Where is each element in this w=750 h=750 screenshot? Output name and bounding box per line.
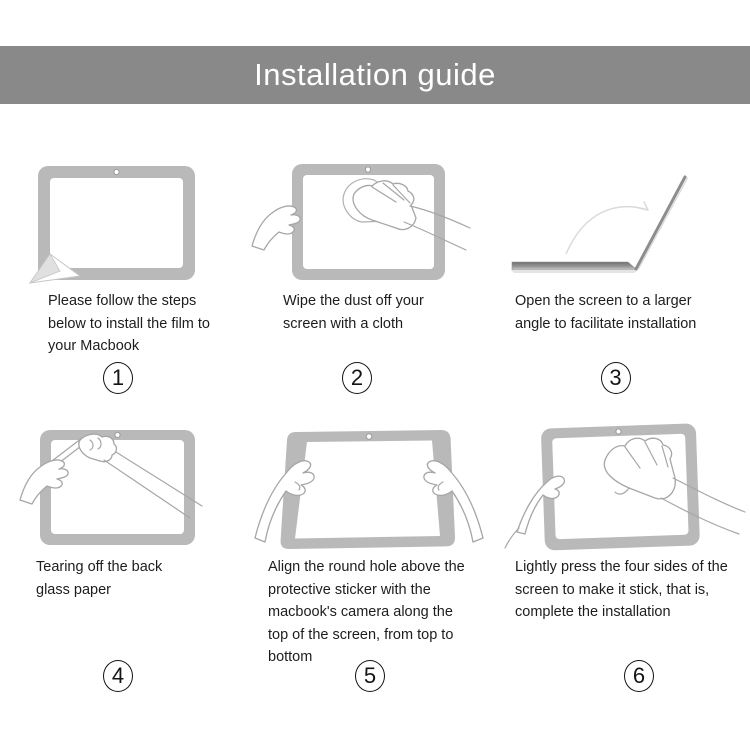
laptop-screen-open [636,177,685,269]
align-film-icon [255,420,485,552]
step-number-badge: 4 [103,660,133,692]
open-laptop-illustration [498,150,733,286]
press-sides-icon [505,420,745,552]
open-direction-arrow [566,207,648,254]
step-5 [255,420,485,688]
step-description: Open the screen to a larger angle to facilitate installation [515,293,697,332]
step-description: Tearing off the back glass paper [36,559,163,598]
camera-dot [616,429,621,434]
tablet-screen [295,441,440,539]
align-film-illustration [255,420,485,552]
camera-dot [365,167,370,172]
step-6 [505,420,745,688]
camera-dot [115,432,120,437]
laptop-base [512,262,637,270]
step-1 [28,150,228,390]
step-description: Align the round hole above the protective sticker with the macbook's camera along the top of the screen, from top to bottom [268,559,465,665]
step-4 [28,420,228,688]
step-number-badge: 2 [342,362,372,394]
step-description: Lightly press the four sides of the screen to make it stick, that is, complete the installation [515,559,728,620]
step-2 [258,150,468,390]
camera-dot [366,434,372,440]
step-description: Please follow the steps below to install the film to your Macbook [48,293,210,354]
press-sides-illustration [505,420,745,552]
tear-paper-icon [28,420,228,552]
camera-dot [114,169,119,174]
wipe-cloth-icon [258,150,468,286]
tablet-screen [50,178,183,268]
step-description: Wipe the dust off your screen with a cloth [283,293,424,332]
step-number-badge: 6 [624,660,654,692]
wipe-screen-illustration [258,150,468,286]
header-bar [0,46,750,104]
step-number-badge: 5 [355,660,385,692]
open-laptop-icon [498,150,733,286]
film-peel-icon [28,150,228,286]
page-title: Installation guide [254,57,496,92]
tear-back-paper-illustration [28,420,228,552]
macbook-film-peel-illustration [28,150,228,286]
step-3 [498,150,733,390]
step-number-badge: 3 [601,362,631,394]
step-number-badge: 1 [103,362,133,394]
